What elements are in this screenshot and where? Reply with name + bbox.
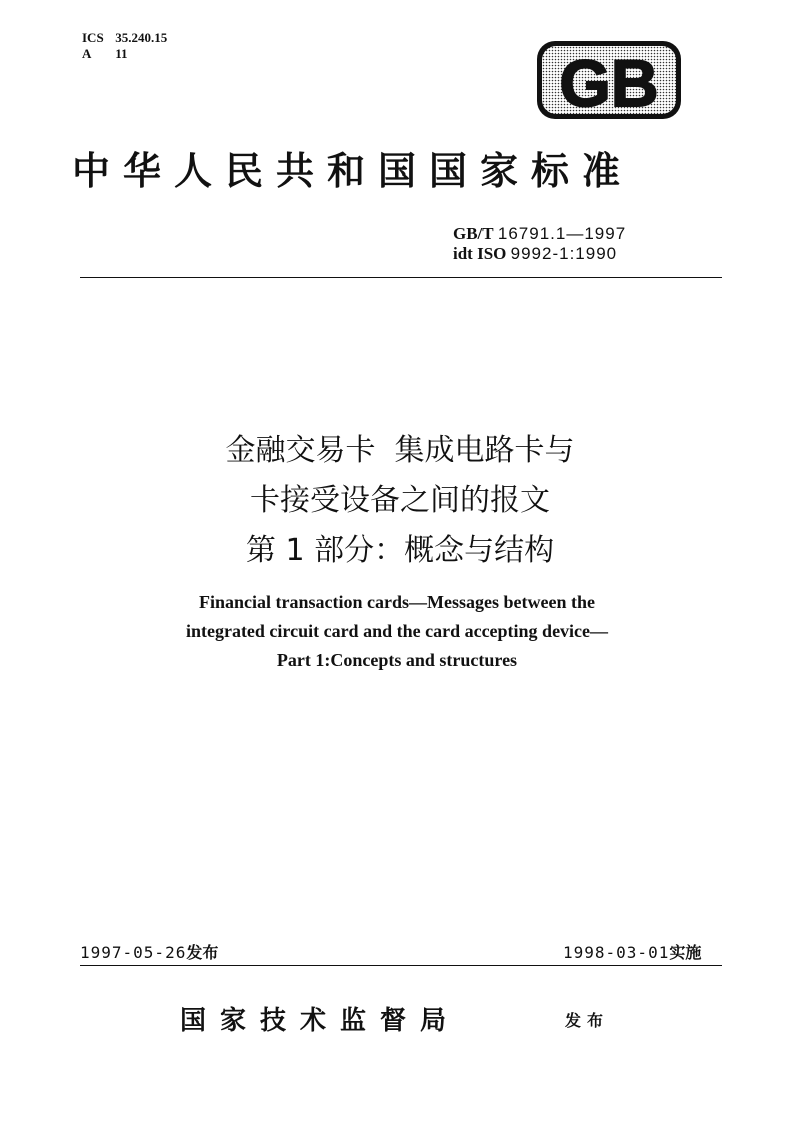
english-title	[100, 588, 694, 675]
gb-logo	[536, 40, 682, 120]
ics-value: 35.240.15	[115, 30, 168, 45]
publisher-name: 国家技术监督局	[180, 1006, 461, 1036]
chinese-title-line1: 金融交易卡 集成电路卡与	[225, 433, 575, 468]
gb-code-prefix: GB/T	[453, 224, 494, 243]
ics-label: ICS	[82, 30, 104, 45]
gb-logo-text: GB	[559, 46, 659, 120]
ccs-label: A	[82, 46, 92, 61]
issue-date-label: 发布	[186, 943, 219, 962]
english-title-line2: integrated circuit card and the card accepting device—	[185, 621, 609, 641]
ccs-value: 11	[115, 46, 128, 61]
issue-date	[80, 940, 218, 963]
gb-code-number: 16791.1—1997	[497, 224, 627, 243]
chinese-title	[100, 426, 700, 576]
chinese-title-line3: 第 1 部分：概念与结构	[245, 533, 555, 568]
header-rule	[80, 277, 722, 278]
footer-rule	[80, 965, 722, 966]
implementation-date	[563, 940, 701, 963]
english-title-line3: Part 1:Concepts and structures	[276, 650, 518, 670]
idt-code-number: 9992-1:1990	[510, 244, 618, 263]
idt-code-prefix: idt ISO	[453, 244, 507, 263]
idt-code-row	[453, 244, 626, 264]
ccs-row	[82, 46, 167, 62]
chinese-title-line2: 卡接受设备之间的报文	[250, 483, 550, 518]
classification-codes	[82, 30, 167, 62]
gb-logo-icon	[536, 40, 682, 120]
publish-label: 发布	[565, 1011, 610, 1030]
standard-codes	[453, 224, 626, 264]
issue-date-value: 1997-05-26	[80, 943, 187, 962]
english-title-line1: Financial transaction cards—Messages between the	[199, 592, 595, 612]
gb-code-row	[453, 224, 626, 244]
national-standard-title: 中华人民共和国国家标准	[72, 148, 634, 193]
ics-row	[82, 30, 167, 46]
implementation-date-value: 1998-03-01	[563, 943, 670, 962]
implementation-date-label: 实施	[669, 943, 702, 962]
